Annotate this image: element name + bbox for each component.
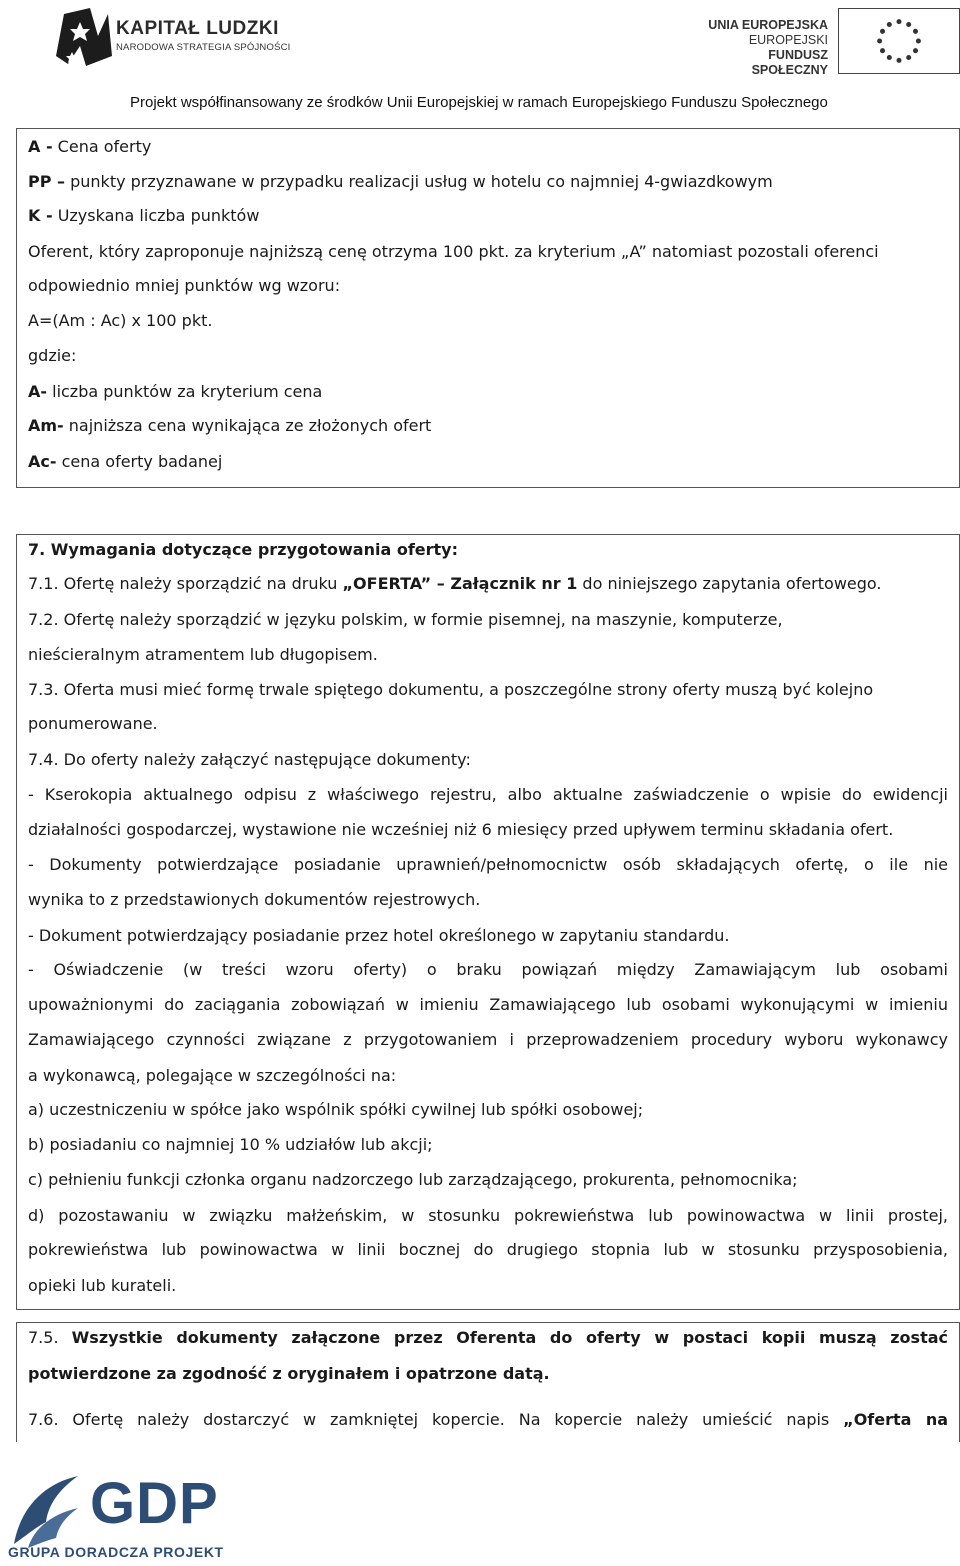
eu-line-2: EUROPEJSKI	[748, 33, 828, 47]
eu-text	[704, 18, 828, 78]
doc-oswiadczenie-line3: Zamawiającego czynności związane z przygotowaniem i przeprowadzeniem procedury wyboru wykonawcy	[28, 1030, 948, 1049]
doc-hotel: - Dokument potwierdzający posiadanie przez hotel określonego w zapytaniu standardu.	[28, 926, 730, 945]
p-7-4: 7.4. Do oferty należy załączyć następujące dokumenty:	[28, 750, 471, 769]
line-ac-def: Ac- cena oferty badanej	[28, 452, 223, 471]
page-header	[0, 0, 960, 120]
p-7-2-line2: nieścieralnym atramentem lub długopisem.	[28, 645, 378, 664]
line-oferent-2: odpowiednio mniej punktów wg wzoru:	[28, 276, 341, 295]
line-am-def: Am- najniższa cena wynikająca ze złożonych ofert	[28, 416, 432, 435]
eu-line-1: UNIA EUROPEJSKA	[708, 18, 828, 32]
kapital-ludzki-text	[116, 18, 291, 53]
p-7-5-line1: 7.5. Wszystkie dokumenty załączone przez Oferenta do oferty w postaci kopii muszą zostać	[28, 1328, 948, 1347]
doc-oswiadczenie-line4: a wykonawcą, polegające w szczególności na:	[28, 1066, 397, 1085]
list-item-c: c) pełnieniu funkcji członka organu nadzorczego lub zarządzającego, prokurenta, pełnomocnika;	[28, 1170, 798, 1189]
p-7-6-line1: 7.6. Ofertę należy dostarczyć w zamkniętej kopercie. Na kopercie należy umieścić napis „Oferta na	[28, 1410, 949, 1429]
line-oferent-1: Oferent, który zaproponuje najniższą cenę otrzyma 100 pkt. za kryterium „A” natomiast pozostali oferenci	[28, 242, 879, 261]
section-heading: 7. Wymagania dotyczące przygotowania oferty:	[28, 540, 459, 559]
p-7-3-line2: ponumerowane.	[28, 714, 158, 733]
line-pp: PP – punkty przyznawane w przypadku realizacji usług w hotelu co najmniej 4-gwiazdkowym	[28, 172, 773, 191]
kl-subtitle: NARODOWA STRATEGIA SPÓJNOŚCI	[116, 42, 291, 53]
eu-line-3: FUNDUSZ SPOŁECZNY	[751, 48, 828, 77]
p-7-3-line1: 7.3. Oferta musi mieć formę trwale spiętego dokumentu, a poszczególne strony oferty muszą być kolejno	[28, 680, 874, 699]
p-7-1: 7.1. Ofertę należy sporządzić na druku „OFERTA” – Załącznik nr 1 do niniejszego zapytania ofertowego.	[28, 574, 882, 593]
list-item-d-line2: pokrewieństwa lub powinowactwa w linii bocznej do drugiego stopnia lub w stosunku przysposobienia,	[28, 1240, 948, 1259]
line-a-def: A- liczba punktów za kryterium cena	[28, 382, 323, 401]
list-item-a: a) uczestniczeniu w spółce jako wspólnik spółki cywilnej lub spółki osobowej;	[28, 1100, 644, 1119]
gdp-logo-subtitle: GRUPA DORADCZA PROJEKT	[8, 1544, 224, 1560]
p-7-5-line2: potwierdzone za zgodność z oryginałem i opatrzone datą.	[28, 1364, 550, 1383]
doc-dokumenty-line1: - Dokumenty potwierdzające posiadanie uprawnień/pełnomocnictw osób składających ofertę, o ile nie	[28, 855, 948, 874]
line-k: K - Uzyskana liczba punktów	[28, 206, 260, 225]
doc-kserokopia-line1: - Kserokopia aktualnego odpisu z właściwego rejestru, albo aktualne zaświadczenie o wpisie do ewidencji	[28, 785, 948, 804]
gdp-logo-text: GDP	[90, 1471, 219, 1536]
doc-kserokopia-line2: działalności gospodarczej, wystawione nie wcześniej niż 6 miesięcy przed upływem terminu składania ofert.	[28, 820, 894, 839]
line-gdzie: gdzie:	[28, 346, 77, 365]
list-item-b: b) posiadaniu co najmniej 10 % udziałów lub akcji;	[28, 1135, 433, 1154]
line-a-cena: A - Cena oferty	[28, 137, 152, 156]
project-cofinancing-line: Projekt współfinansowany ze środków Unii Europejskiej w ramach Europejskiego Funduszu Społecznego	[130, 94, 828, 111]
formula: A=(Am : Ac) x 100 pkt.	[28, 311, 213, 330]
doc-oswiadczenie-line1: - Oświadczenie (w treści wzoru oferty) o braku powiązań między Zamawiającym lub osobami	[28, 960, 948, 979]
doc-oswiadczenie-line2: upoważnionymi do zaciągania zobowiązań w imieniu Zamawiającego lub osobami wykonującymi w imieniu	[28, 995, 948, 1014]
doc-dokumenty-line2: wynika to z przedstawionych dokumentów rejestrowych.	[28, 890, 481, 909]
eu-flag-icon	[838, 8, 960, 74]
kl-title: KAPITAŁ LUDZKI	[116, 18, 279, 39]
list-item-d-line1: d) pozostawaniu w związku małżeńskim, w stosunku pokrewieństwa lub powinowactwa w linii prostej,	[28, 1206, 948, 1225]
list-item-d-line3: opieki lub kurateli.	[28, 1276, 177, 1295]
p-7-2-line1: 7.2. Ofertę należy sporządzić w języku polskim, w formie pisemnej, na maszynie, komputerze,	[28, 610, 783, 629]
